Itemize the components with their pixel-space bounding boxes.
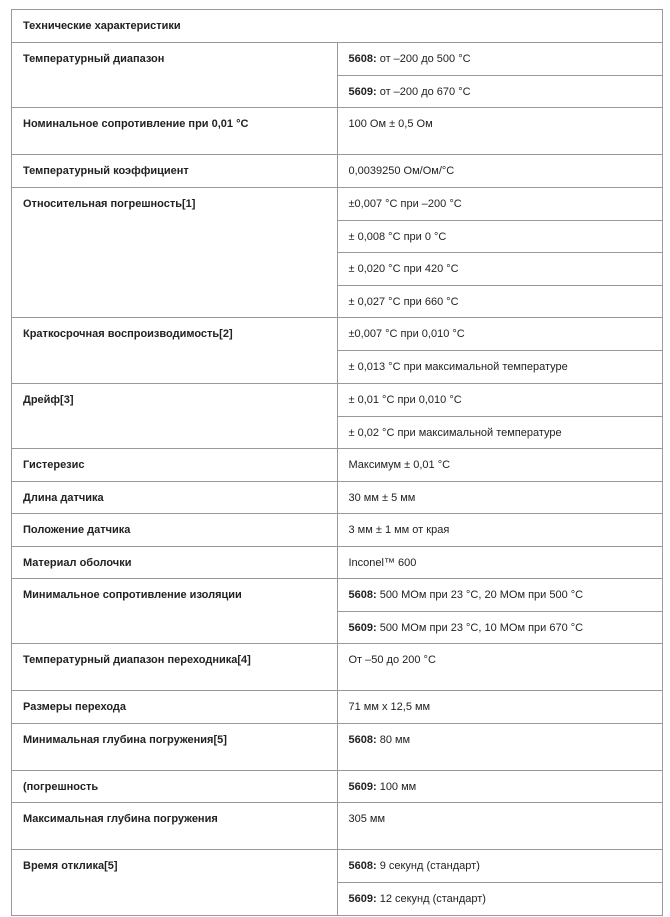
model-label: 5609: xyxy=(348,781,377,793)
table-header-row xyxy=(12,10,663,43)
param-value xyxy=(337,547,663,579)
table-row xyxy=(12,514,663,547)
value-text: 100 мм xyxy=(376,781,417,793)
param-value xyxy=(337,351,663,384)
param-name: Температурный диапазон переходника[4] xyxy=(12,644,338,691)
table-row xyxy=(12,108,663,155)
param-value xyxy=(337,883,663,916)
value-text: 500 МОм при 23 °C, 20 МОм при 500 °C xyxy=(376,589,584,601)
param-name: Гистерезис xyxy=(12,449,338,482)
value-text: 3 мм ± 1 мм от края xyxy=(348,524,450,536)
value-text: ±0,007 °C при 0,010 °C xyxy=(348,328,465,340)
value-text: от –200 до 500 °C xyxy=(376,53,471,65)
table-row xyxy=(12,803,663,850)
table-row xyxy=(12,724,663,771)
value-text: 12 секунд (стандарт) xyxy=(376,893,486,905)
table-row xyxy=(12,547,663,579)
specs-table xyxy=(11,9,663,916)
param-name: Относительная погрешность[1] xyxy=(12,188,338,318)
value-text: от –200 до 670 °C xyxy=(376,86,471,98)
param-value xyxy=(337,771,663,803)
param-value xyxy=(337,724,663,771)
table-row xyxy=(12,449,663,482)
param-name: Положение датчика xyxy=(12,514,338,547)
model-label: 5608: xyxy=(348,53,377,65)
table-row xyxy=(12,850,663,883)
value-text: 80 мм xyxy=(376,734,411,746)
value-text: 305 мм xyxy=(348,813,386,825)
table-row xyxy=(12,188,663,221)
value-text: ± 0,020 °C при 420 °C xyxy=(348,263,459,275)
model-label: 5608: xyxy=(348,860,377,872)
model-label: 5608: xyxy=(348,589,377,601)
param-name: Максимальная глубина погружения xyxy=(12,803,338,850)
param-name: Размеры перехода xyxy=(12,691,338,724)
value-text: 71 мм x 12,5 мм xyxy=(348,701,431,713)
param-value xyxy=(337,76,663,108)
param-name: Время отклика[5] xyxy=(12,850,338,916)
param-value xyxy=(337,803,663,850)
model-label: 5608: xyxy=(348,734,377,746)
param-value xyxy=(337,155,663,188)
param-value xyxy=(337,318,663,351)
value-text: ± 0,027 °C при 660 °C xyxy=(348,296,459,308)
param-value xyxy=(337,612,663,644)
value-text: 9 секунд (стандарт) xyxy=(376,860,480,872)
table-row xyxy=(12,43,663,76)
value-text: ± 0,008 °C при 0 °C xyxy=(348,231,447,243)
param-value xyxy=(337,108,663,155)
param-name: Минимальная глубина погружения[5] xyxy=(12,724,338,771)
model-label: 5609: xyxy=(348,86,377,98)
param-name: Минимальное сопротивление изоляции xyxy=(12,579,338,644)
param-value xyxy=(337,514,663,547)
value-text: ± 0,013 °C при максимальной температуре xyxy=(348,361,568,373)
param-name: Номинальное сопротивление при 0,01 °C xyxy=(12,108,338,155)
value-text: 100 Ом ± 0,5 Ом xyxy=(348,118,433,130)
value-text: 30 мм ± 5 мм xyxy=(348,492,416,504)
table-header: Технические характеристики xyxy=(12,10,663,43)
model-label: 5609: xyxy=(348,622,377,634)
table-row xyxy=(12,318,663,351)
param-value xyxy=(337,43,663,76)
value-text: 500 МОм при 23 °C, 10 МОм при 670 °C xyxy=(376,622,584,634)
table-row xyxy=(12,384,663,417)
value-text: ± 0,02 °C при максимальной температуре xyxy=(348,427,562,439)
value-text: ±0,007 °C при –200 °C xyxy=(348,198,462,210)
value-text: 0,0039250 Ом/Ом/°C xyxy=(348,165,455,177)
param-value xyxy=(337,417,663,449)
param-value xyxy=(337,644,663,691)
table-row xyxy=(12,155,663,188)
param-name: Температурный коэффициент xyxy=(12,155,338,188)
table-row xyxy=(12,691,663,724)
param-value xyxy=(337,384,663,417)
table-row xyxy=(12,482,663,514)
param-value xyxy=(337,221,663,253)
param-name: Краткосрочная воспроизводимость[2] xyxy=(12,318,338,384)
param-value xyxy=(337,188,663,221)
value-text: Inconel™ 600 xyxy=(348,557,417,569)
param-value xyxy=(337,286,663,318)
param-value xyxy=(337,253,663,286)
param-name: Длина датчика xyxy=(12,482,338,514)
param-value xyxy=(337,850,663,883)
model-label: 5609: xyxy=(348,893,377,905)
value-text: ± 0,01 °C при 0,010 °C xyxy=(348,394,462,406)
param-name: (погрешность xyxy=(12,771,338,803)
param-name: Температурный диапазон xyxy=(12,43,338,108)
value-text: От –50 до 200 °C xyxy=(348,654,436,666)
param-value xyxy=(337,579,663,612)
table-row xyxy=(12,579,663,612)
value-text: Максимум ± 0,01 °C xyxy=(348,459,451,471)
param-name: Материал оболочки xyxy=(12,547,338,579)
param-value xyxy=(337,449,663,482)
param-name: Дрейф[3] xyxy=(12,384,338,449)
param-value xyxy=(337,691,663,724)
table-row xyxy=(12,771,663,803)
param-value xyxy=(337,482,663,514)
table-row xyxy=(12,644,663,691)
